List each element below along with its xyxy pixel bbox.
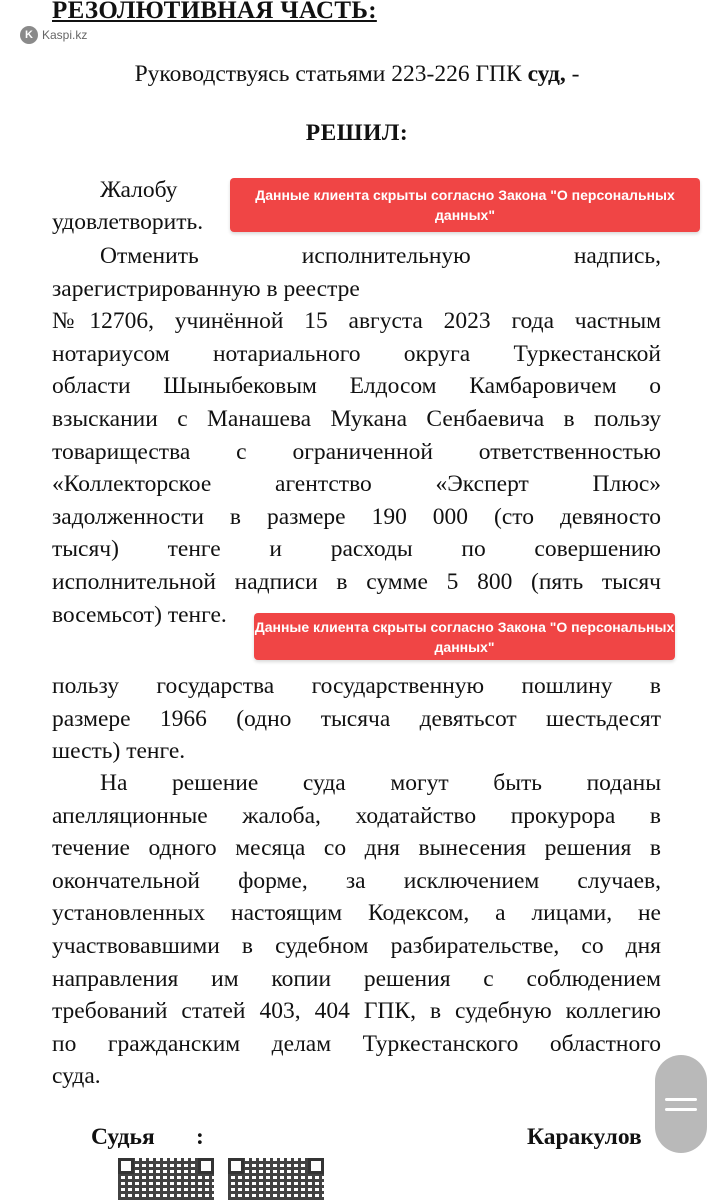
hamburger-icon [665,1098,697,1101]
text-line [100,767,661,799]
judge-name: Каракулов [527,1124,642,1150]
satisfy-word: удовлетворить. [52,209,204,235]
text-line-content: течение одного месяца со дня вынесения решения в [52,835,661,862]
text-line-content: установленных настоящим Кодексом, а лицами, не [52,900,661,927]
text-line [52,370,661,402]
kaspi-watermark [20,26,87,44]
text-line-content: участвовавшими в судебном разбирательстве, со дня [52,933,661,959]
text-line-content: окончательной форме, за исключением случаев, [52,867,661,894]
text-line [52,670,661,702]
text-line-content: области Шыныбековым Елдосом Камбаровичем о [52,373,661,400]
text-line-content: задолженности в размере 190 000 (сто девяносто [52,503,661,530]
qr-code-icon[interactable] [118,1158,214,1200]
guided-by-dash: - [565,61,580,87]
text-line-content: товарищества с ограниченной ответственностью [52,438,661,465]
text-line [52,865,661,897]
text-line-content: по гражданским делам Туркестанского областного [52,1030,661,1057]
text-line-content: размере 1966 (одно тысяча девятьсот шестьдесят [52,705,661,732]
privacy-banner: Данные клиента скрыты согласно Закона "О персональных данных" [254,613,675,660]
text-line [52,599,227,631]
watermark-text: Kaspi.kz [42,28,88,42]
text-line-content: №12706, учинённой 15 августа 2023 года частным [52,308,661,335]
text-line [52,735,185,767]
section-heading: РЕЗОЛЮТИВНАЯ ЧАСТЬ: [52,0,377,24]
judge-colon: : [196,1124,204,1150]
complaint-word: Жалобу [100,177,178,203]
text-line-content: зарегистрированную в реестре [52,275,360,302]
text-line [52,338,661,370]
court-word: суд, [527,61,566,87]
text-line-content: «Коллекторское агентство «Эксперт Плюс» [52,471,661,498]
text-line-content: шесть) тенге. [52,738,186,765]
text-line-content: требований статей 403, 404 ГПК, в судебную коллегию [52,998,661,1025]
guided-by-text: Руководствуясь статьями 223-226 ГПК [134,61,528,87]
text-line [52,1060,101,1092]
text-line-content: Отменить исполнительную надпись, [100,243,661,269]
text-line [52,1028,661,1060]
qr-code-icon[interactable] [228,1158,324,1200]
text-line [52,273,360,305]
guided-by-line [0,58,714,90]
text-line [52,436,661,468]
text-line-content: нотариусом нотариального округа Туркестанской [52,340,661,367]
text-line [52,800,661,832]
text-line [52,963,661,995]
decision-title: РЕШИЛ: [305,120,409,146]
hamburger-icon [665,1108,697,1111]
text-line-content: восемьсот) тенге. [52,601,227,628]
text-line [52,832,661,864]
kaspi-logo-icon: K [20,26,38,44]
text-line-content: пользу государства государственную пошлину в [52,673,661,699]
text-line-content: суда. [52,1063,101,1090]
text-line-content: исполнительной надписи в сумме 5 800 (пять тысяч [52,569,661,595]
scroll-handle[interactable] [655,1055,707,1153]
privacy-banner: Данные клиента скрыты согласно Закона "О персональных данных" [230,178,700,232]
text-line [52,897,661,929]
text-line-content: направления им копии решения с соблюдением [52,965,661,992]
text-line [52,501,661,533]
text-line [52,703,661,735]
text-line [100,240,661,272]
text-line [52,403,661,435]
text-line [52,566,661,598]
text-line-content: апелляционные жалоба, ходатайство прокурора в [52,802,661,829]
text-line [52,533,661,565]
text-line-content: На решение суда могут быть поданы [100,770,661,796]
text-line-content: взыскании с Манашева Мукана Сенбаевича в пользу [52,406,661,432]
text-line [52,468,661,500]
judge-label: Судья [91,1124,155,1150]
text-line-content: тысяч) тенге и расходы по совершению [52,536,661,563]
text-line [52,305,661,337]
text-line [52,995,661,1027]
text-line [52,930,661,962]
